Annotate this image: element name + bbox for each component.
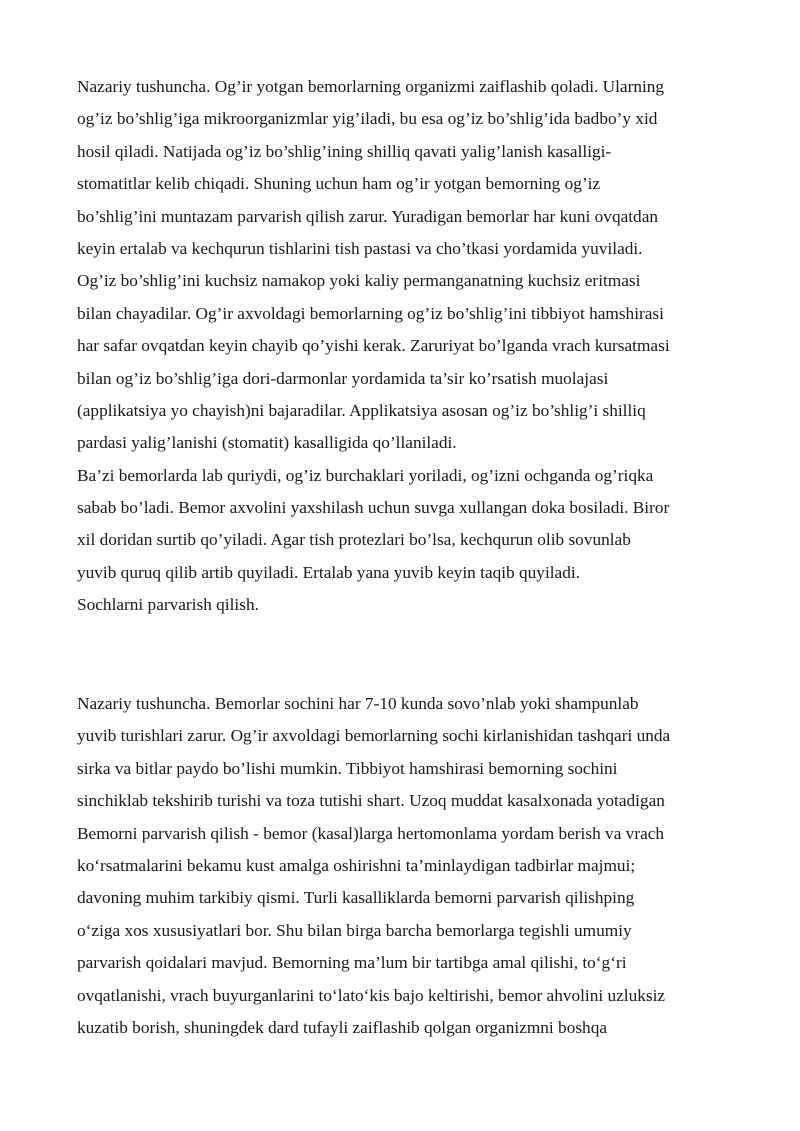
text-line: ko‘rsatmalarini bekamu kust amalga oshirishni ta’minlaydigan tadbirlar majmui;	[77, 855, 636, 875]
text-line: bilan chayadilar. Og’ir axvoldagi bemorlarning og’iz bo’shlig’ini tibbiyot hamshirasi	[77, 303, 664, 323]
text-line: bo’shlig’ini muntazam parvarish qilish zarur. Yuradigan bemorlar har kuni ovqatdan	[77, 206, 659, 226]
text-line: parvarish qoidalari mavjud. Bemorning ma’lum bir tartibga amal qilishi, to‘g‘ri	[77, 953, 627, 973]
section-heading: Sochlarni parvarish qilish.	[77, 595, 259, 615]
text-line: yuvib quruq qilib artib quyiladi. Ertalab yana yuvib keyin taqib quyiladi.	[77, 562, 580, 582]
text-line: ovqatlanishi, vrach buyurganlarini to‘lato‘kis bajo keltirishi, bemor ahvolini uzluksiz	[77, 985, 666, 1005]
text-line: og’iz bo’shlig’iga mikroorganizmlar yig’iladi, bu esa og’iz bo’shlig’ida badbo’y xid	[77, 109, 658, 129]
section-oral-care	[77, 71, 737, 622]
text-line: o‘ziga xos xususiyatlari bor. Shu bilan birga barcha bemorlarga tegishli umumiy	[77, 920, 632, 940]
text-line: sinchiklab tekshirib turishi va toza tutishi shart. Uzoq muddat kasalxonada yotadigan	[77, 791, 665, 811]
text-line: kuzatib borish, shuningdek dard tufayli zaiflashib qolgan organizmni boshqa	[77, 1017, 608, 1037]
text-line: Nazariy tushuncha. Og’ir yotgan bemorlarning organizmi zaiflashib qoladi. Ularning	[77, 77, 665, 96]
text-line: yuvib turishlari zarur. Og’ir axvoldagi bemorlarning sochi kirlanishidan tashqari unda	[77, 726, 671, 746]
text-line: stomatitlar kelib chiqadi. Shuning uchun ham og’ir yotgan bemorning og’iz	[77, 174, 601, 194]
text-line: pardasi yalig’lanishi (stomatit) kasalligida qo’llaniladi.	[77, 433, 457, 453]
text-line: (applikatsiya yo chayish)ni bajaradilar. Applikatsiya asosan og’iz bo’shlig’i shilliq	[77, 400, 646, 420]
text-line: hosil qiladi. Natijada og’iz bo’shlig’ining shilliq qavati yalig’lanish kasalligi-	[77, 141, 612, 161]
text-line: Bemorni parvarish qilish - bemor (kasal)larga hertomonlama yordam berish va vrach	[77, 823, 665, 843]
text-line: Nazariy tushuncha. Bemorlar sochini har 7-10 kunda sovo’nlab yoki shampunlab	[77, 694, 639, 713]
text-line: Og’iz bo’shlig’ini kuchsiz namakop yoki kaliy permanganatning kuchsiz eritmasi	[77, 271, 641, 291]
text-line: sirka va bitlar paydo bo’lishi mumkin. Tibbiyot hamshirasi bemorning sochini	[77, 758, 618, 778]
text-line: har safar ovqatdan keyin chayib qo’yishi kerak. Zaruriyat bo’lganda vrach kursatmasi	[77, 336, 670, 356]
text-line: davoning muhim tarkibiy qismi. Turli kasalliklarda bemorni parvarish qilishping	[77, 888, 635, 908]
section-hair-care	[77, 688, 737, 1044]
text-line: xil doridan surtib qo’yiladi. Agar tish protezlari bo’lsa, kechqurun olib sovunlab	[77, 530, 631, 550]
text-line: keyin ertalab va kechqurun tishlarini tish pastasi va cho’tkasi yordamida yuviladi.	[77, 238, 643, 258]
text-line: sabab bo’ladi. Bemor axvolini yaxshilash uchun suvga xullangan doka bosiladi. Biror	[77, 498, 670, 518]
text-line: bilan og’iz bo’shlig’iga dori-darmonlar yordamida ta’sir ko’rsatish muolajasi	[77, 368, 609, 388]
text-line: Ba’zi bemorlarda lab quriydi, og’iz burchaklari yoriladi, og’izni ochganda og’riqka	[77, 465, 654, 485]
